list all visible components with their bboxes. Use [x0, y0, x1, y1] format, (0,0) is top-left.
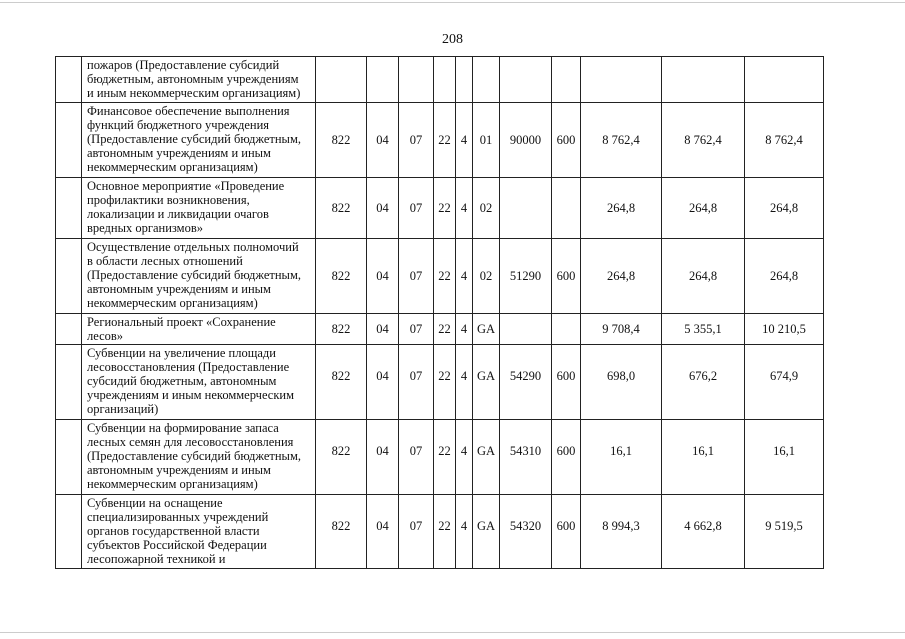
- row-value-cell: 02: [473, 239, 500, 314]
- row-name-cell: Основное мероприятие «Проведение профилактики возникновения, локализации и ликвидации очагов вредных организмов»: [82, 178, 316, 239]
- row-value-cell: 600: [552, 103, 581, 178]
- row-value-cell: [500, 178, 552, 239]
- row-name-cell: Субвенции на формирование запаса лесных семян для лесовосстановления (Предоставление субсидий бюджетным, автономным учреждениям и иным некоммерческим организациям): [82, 420, 316, 495]
- table-row: [56, 345, 824, 420]
- row-value-cell: 04: [367, 103, 399, 178]
- row-value-cell: [500, 314, 552, 345]
- row-value-cell: 264,8: [745, 178, 824, 239]
- row-index-cell: [56, 178, 82, 239]
- row-value-cell: 07: [399, 345, 434, 420]
- row-value-cell: [662, 57, 745, 103]
- row-index-cell: [56, 345, 82, 420]
- row-value-cell: 822: [316, 420, 367, 495]
- row-value-cell: 264,8: [662, 239, 745, 314]
- table-row: [56, 495, 824, 569]
- row-value-cell: 01: [473, 103, 500, 178]
- row-value-cell: 822: [316, 103, 367, 178]
- row-value-cell: 676,2: [662, 345, 745, 420]
- row-value-cell: 8 762,4: [745, 103, 824, 178]
- row-value-cell: 16,1: [581, 420, 662, 495]
- table-row: [56, 57, 824, 103]
- table-row: [56, 239, 824, 314]
- row-value-cell: 600: [552, 239, 581, 314]
- row-value-cell: [456, 57, 473, 103]
- row-value-cell: 02: [473, 178, 500, 239]
- row-value-cell: 4: [456, 420, 473, 495]
- row-index-cell: [56, 420, 82, 495]
- row-value-cell: GA: [473, 420, 500, 495]
- row-value-cell: 16,1: [745, 420, 824, 495]
- row-value-cell: 264,8: [662, 178, 745, 239]
- row-value-cell: 04: [367, 239, 399, 314]
- row-value-cell: 22: [434, 239, 456, 314]
- budget-table: [55, 56, 824, 569]
- row-value-cell: 22: [434, 420, 456, 495]
- row-value-cell: 4: [456, 495, 473, 569]
- row-value-cell: 264,8: [581, 239, 662, 314]
- row-value-cell: [434, 57, 456, 103]
- row-index-cell: [56, 314, 82, 345]
- row-value-cell: 4: [456, 239, 473, 314]
- bottom-scan-edge: [0, 632, 905, 633]
- table-row: [56, 178, 824, 239]
- row-value-cell: 22: [434, 314, 456, 345]
- row-name-cell: Субвенции на оснащение специализированных учреждений органов государственной власти субъектов Российской Федерации лесопожарной техникой и: [82, 495, 316, 569]
- row-value-cell: 54320: [500, 495, 552, 569]
- row-value-cell: 822: [316, 314, 367, 345]
- row-value-cell: 51290: [500, 239, 552, 314]
- row-value-cell: 600: [552, 420, 581, 495]
- row-value-cell: 22: [434, 345, 456, 420]
- row-value-cell: 822: [316, 345, 367, 420]
- row-value-cell: [745, 57, 824, 103]
- row-value-cell: 822: [316, 495, 367, 569]
- row-value-cell: 264,8: [581, 178, 662, 239]
- row-value-cell: [500, 57, 552, 103]
- row-index-cell: [56, 495, 82, 569]
- row-value-cell: 822: [316, 178, 367, 239]
- row-value-cell: 22: [434, 178, 456, 239]
- row-value-cell: [367, 57, 399, 103]
- row-value-cell: 4: [456, 103, 473, 178]
- row-value-cell: 07: [399, 239, 434, 314]
- row-value-cell: 822: [316, 239, 367, 314]
- row-value-cell: 07: [399, 103, 434, 178]
- row-value-cell: 16,1: [662, 420, 745, 495]
- row-value-cell: 22: [434, 103, 456, 178]
- row-name-cell: Субвенции на увеличение площади лесовосстановления (Предоставление субсидий бюджетным, автономным учреждениям и иным некоммерческим организаций): [82, 345, 316, 420]
- row-value-cell: 54290: [500, 345, 552, 420]
- row-value-cell: 9 708,4: [581, 314, 662, 345]
- table-row: [56, 420, 824, 495]
- row-value-cell: 04: [367, 420, 399, 495]
- row-value-cell: [552, 57, 581, 103]
- row-value-cell: 600: [552, 345, 581, 420]
- row-value-cell: [473, 57, 500, 103]
- row-index-cell: [56, 239, 82, 314]
- row-value-cell: GA: [473, 495, 500, 569]
- row-value-cell: 264,8: [745, 239, 824, 314]
- row-value-cell: [316, 57, 367, 103]
- row-index-cell: [56, 103, 82, 178]
- row-value-cell: 5 355,1: [662, 314, 745, 345]
- row-value-cell: 674,9: [745, 345, 824, 420]
- row-value-cell: 9 519,5: [745, 495, 824, 569]
- row-value-cell: 4: [456, 178, 473, 239]
- row-value-cell: 04: [367, 495, 399, 569]
- row-value-cell: GA: [473, 345, 500, 420]
- row-value-cell: 07: [399, 495, 434, 569]
- row-value-cell: 8 762,4: [581, 103, 662, 178]
- row-value-cell: GA: [473, 314, 500, 345]
- row-value-cell: 04: [367, 314, 399, 345]
- row-value-cell: 8 762,4: [662, 103, 745, 178]
- row-value-cell: 07: [399, 314, 434, 345]
- row-value-cell: [581, 57, 662, 103]
- row-value-cell: 90000: [500, 103, 552, 178]
- top-scan-edge: [0, 2, 905, 3]
- row-value-cell: 22: [434, 495, 456, 569]
- row-value-cell: 600: [552, 495, 581, 569]
- row-name-cell: Финансовое обеспечение выполнения функций бюджетного учреждения (Предоставление субсидий бюджетным, автономным учреждениям и иным некоммерческим организациям): [82, 103, 316, 178]
- row-value-cell: 4: [456, 345, 473, 420]
- row-value-cell: 07: [399, 420, 434, 495]
- row-value-cell: [552, 314, 581, 345]
- row-index-cell: [56, 57, 82, 103]
- row-value-cell: [399, 57, 434, 103]
- table-row: [56, 314, 824, 345]
- row-name-cell: Региональный проект «Сохранение лесов»: [82, 314, 316, 345]
- page-number: 208: [442, 32, 463, 47]
- row-value-cell: 04: [367, 178, 399, 239]
- row-value-cell: 10 210,5: [745, 314, 824, 345]
- row-value-cell: [552, 178, 581, 239]
- row-value-cell: 698,0: [581, 345, 662, 420]
- row-value-cell: 04: [367, 345, 399, 420]
- row-value-cell: 07: [399, 178, 434, 239]
- row-value-cell: 8 994,3: [581, 495, 662, 569]
- row-value-cell: 4 662,8: [662, 495, 745, 569]
- row-value-cell: 4: [456, 314, 473, 345]
- row-name-cell: Осуществление отдельных полномочий в области лесных отношений (Предоставление субсидий бюджетным, автономным учреждениям и иным некоммерческим организациям): [82, 239, 316, 314]
- row-value-cell: 54310: [500, 420, 552, 495]
- table-row: [56, 103, 824, 178]
- row-name-cell: пожаров (Предоставление субсидий бюджетным, автономным учреждениям и иным некоммерческим организациям): [82, 57, 316, 103]
